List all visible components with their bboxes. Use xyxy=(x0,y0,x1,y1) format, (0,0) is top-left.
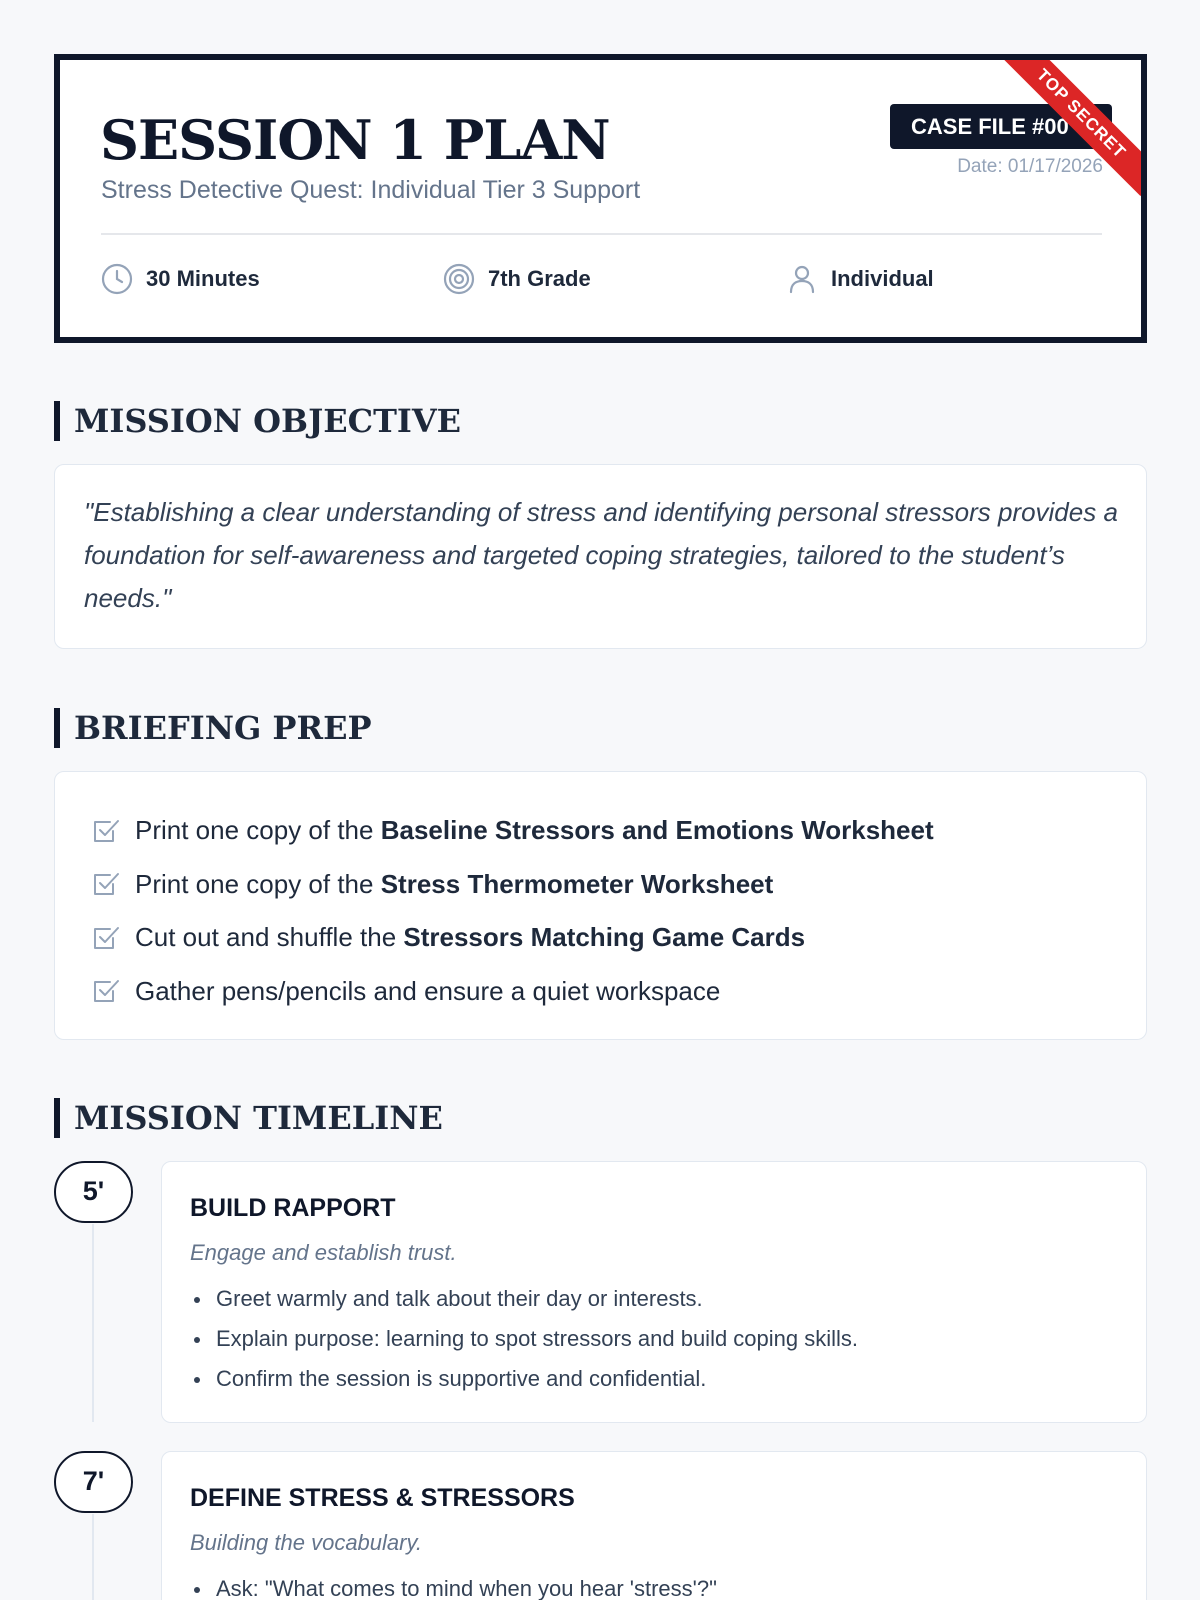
case-date: Date: 01/17/2026 xyxy=(957,156,1103,177)
section-heading-prep: BRIEFING PREP xyxy=(54,708,372,748)
person-icon xyxy=(785,262,819,296)
checkbox-checked-icon xyxy=(91,923,121,953)
timeline-connector xyxy=(92,1514,94,1600)
header-divider xyxy=(101,233,1102,235)
meta-format-label: Individual xyxy=(831,266,934,291)
checklist-text: Print one copy of the xyxy=(135,868,381,899)
checklist-text: Print one copy of the xyxy=(135,815,381,846)
checklist-text: Cut out and shuffle the xyxy=(135,922,404,953)
prep-checklist xyxy=(91,804,934,1018)
checklist-item[interactable] xyxy=(91,911,934,965)
checkbox-checked-icon xyxy=(91,869,121,899)
top-secret-ribbon: TOP SECRET xyxy=(999,54,1147,196)
list-item: Ask: "What comes to mind when you hear 'stress'?" xyxy=(190,1569,717,1600)
checklist-text: Gather pens/pencils and ensure a quiet workspace xyxy=(135,975,721,1006)
checkbox-checked-icon xyxy=(91,976,121,1006)
clock-icon xyxy=(100,262,134,296)
objective-quote: "Establishing a clear understanding of stress and identifying personal stressors provides a foundation for self-awareness and targeted coping strategies, tailored to the student’s needs." xyxy=(84,497,1118,613)
step-title: DEFINE STRESS & STRESSORS xyxy=(190,1484,575,1512)
time-badge: 7' xyxy=(54,1451,133,1513)
timeline-step-card xyxy=(161,1451,1147,1600)
section-heading-objective: MISSION OBJECTIVE xyxy=(54,401,461,441)
list-item: Confirm the session is supportive and confidential. xyxy=(190,1359,858,1399)
checklist-item[interactable] xyxy=(91,858,934,912)
meta-format xyxy=(785,262,934,296)
meta-grade-label: 7th Grade xyxy=(488,266,591,291)
step-description: Engage and establish trust. xyxy=(190,1240,457,1265)
page-title: SESSION 1 PLAN xyxy=(100,108,610,172)
checklist-material: Stressors Matching Game Cards xyxy=(403,922,806,953)
timeline-step-card xyxy=(161,1161,1147,1423)
section-heading-timeline: MISSION TIMELINE xyxy=(54,1098,443,1138)
meta-grade xyxy=(442,262,591,296)
page-subtitle: Stress Detective Quest: Individual Tier 3 Support xyxy=(101,176,641,204)
step-title: BUILD RAPPORT xyxy=(190,1194,396,1222)
step-bullet-list xyxy=(190,1569,717,1600)
target-icon xyxy=(442,262,476,296)
checkbox-checked-icon xyxy=(91,816,121,846)
session-header-card xyxy=(54,54,1147,343)
checklist-material: Stress Thermometer Worksheet xyxy=(380,868,774,899)
time-badge: 5' xyxy=(54,1161,133,1223)
list-item: Greet warmly and talk about their day or interests. xyxy=(190,1279,858,1319)
checklist-item[interactable] xyxy=(91,965,934,1019)
objective-card xyxy=(54,464,1147,649)
meta-duration xyxy=(100,262,260,296)
prep-card xyxy=(54,771,1147,1040)
checklist-material: Baseline Stressors and Emotions Worksheet xyxy=(380,815,934,846)
step-bullet-list xyxy=(190,1279,858,1399)
meta-duration-label: 30 Minutes xyxy=(146,266,260,291)
list-item: Explain purpose: learning to spot stressors and build coping skills. xyxy=(190,1319,858,1359)
step-description: Building the vocabulary. xyxy=(190,1530,422,1555)
timeline-connector xyxy=(92,1224,94,1422)
case-file-badge: CASE FILE #00 xyxy=(890,104,1112,149)
checklist-item[interactable] xyxy=(91,804,934,858)
